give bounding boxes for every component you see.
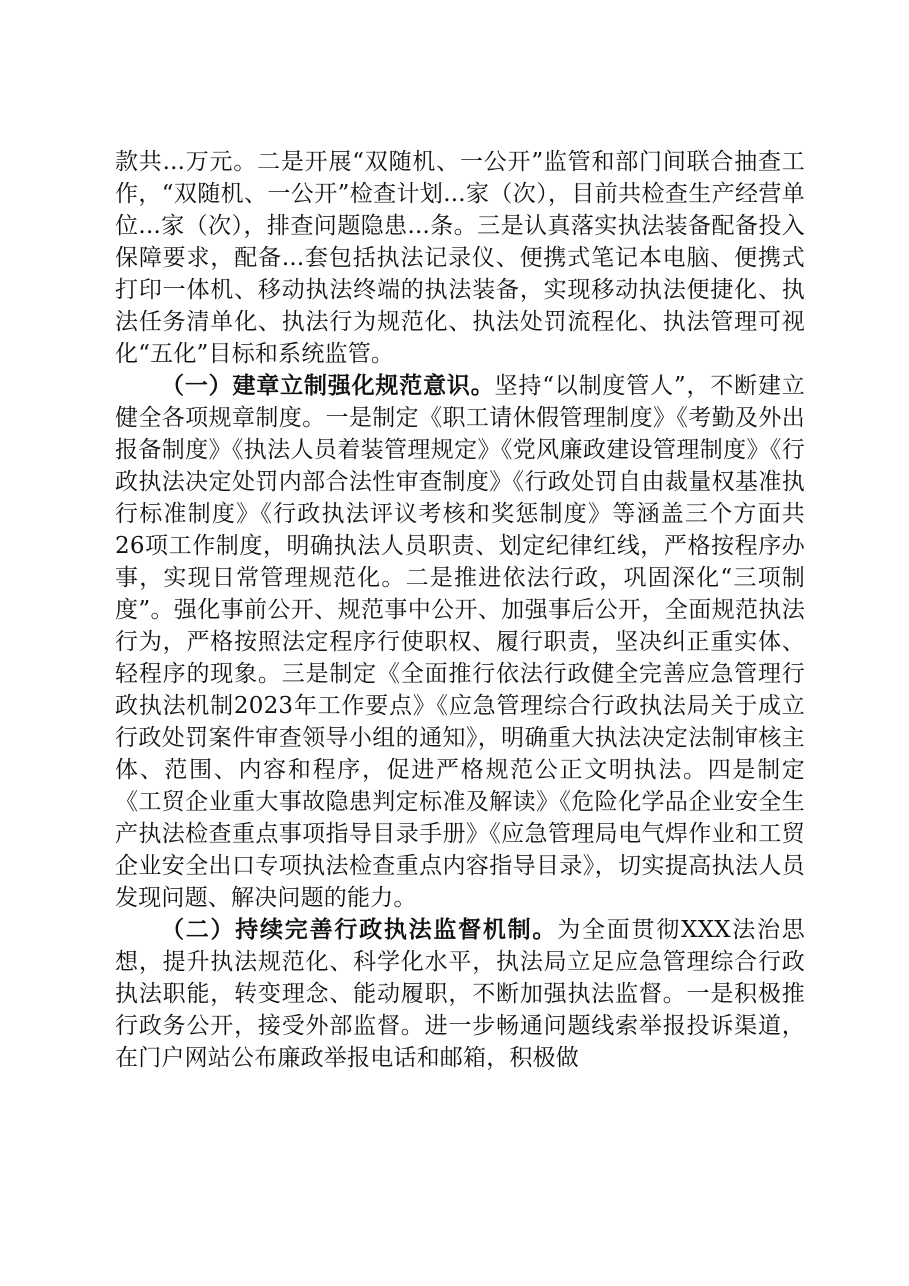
- paragraph-3: [115, 914, 805, 1074]
- paragraph-2-text: 坚持“以制度管人”，不断建立健全各项规章制度。一是制定《职工请休假管理制度》《考勤及外出报备制度》《执法人员着装管理规定》《党风廉政建设管理制度》《行政执法决定处罚内部合法性审查制度》《行政处罚自由裁量权基准执行标准制度》《行政执法评议考核和奖惩制度》等涵盖三个方面共26项工作制度，明确执法人员职责、划定纪律红线，严格按程序办事，实现日常管理规范化。二是推进依法行政，巩固深化“三项制度”。强化事前公开、规范事中公开、加强事后公开，全面规范执法行为，严格按照法定程序行使职权、履行职责，坚决纠正重实体、轻程序的现象。三是制定《全面推行依法行政健全完善应急管理行政执法机制2023年工作要点》《应急管理综合行政执法局关于成立行政处罚案件审查领导小组的通知》，明确重大执法决定法制审核主体、范围、内容和程序，促进严格规范公正文明执法。四是制定《工贸企业重大事故隐患判定标准及解读》《危险化学品企业安全生产执法检查重点事项指导目录手册》《应急管理局电气焊作业和工贸企业安全出口专项执法检查重点内容指导目录》，切实提高执法人员发现问题、解决问题的能力。: [115, 373, 805, 911]
- section-heading-1: （一）建章立制强化规范意识。: [161, 372, 495, 399]
- paragraph-3-text: 为全面贯彻XXX法治思想，提升执法规范化、科学化水平，执法局立足应急管理综合行政执法职能，转变理念、能动履职，不断加强执法监督。一是积极推行政务公开，接受外部监督。进一步畅通问题线索举报投诉渠道，在门户网站公布廉政举报电话和邮箱，积极做: [115, 917, 805, 1071]
- paragraph-2: [115, 370, 805, 914]
- paragraph-1-text: 款共...万元。二是开展“双随机、一公开”监管和部门间联合抽查工作，“双随机、一公开”检查计划...家（次），目前共检查生产经营单位...家（次），排查问题隐患...条。三是认真落实执法装备配备投入保障要求，配备...套包括执法记录仪、便携式笔记本电脑、便携式打印一体机、移动执法终端的执法装备，实现移动执法便捷化、执法任务清单化、执法行为规范化、执法处罚流程化、执法管理可视化“五化”目标和系统监管。: [115, 149, 805, 367]
- paragraph-1: [115, 146, 805, 370]
- document-body: [115, 146, 805, 1074]
- section-heading-2: （二）持续完善行政执法监督机制。: [161, 916, 558, 943]
